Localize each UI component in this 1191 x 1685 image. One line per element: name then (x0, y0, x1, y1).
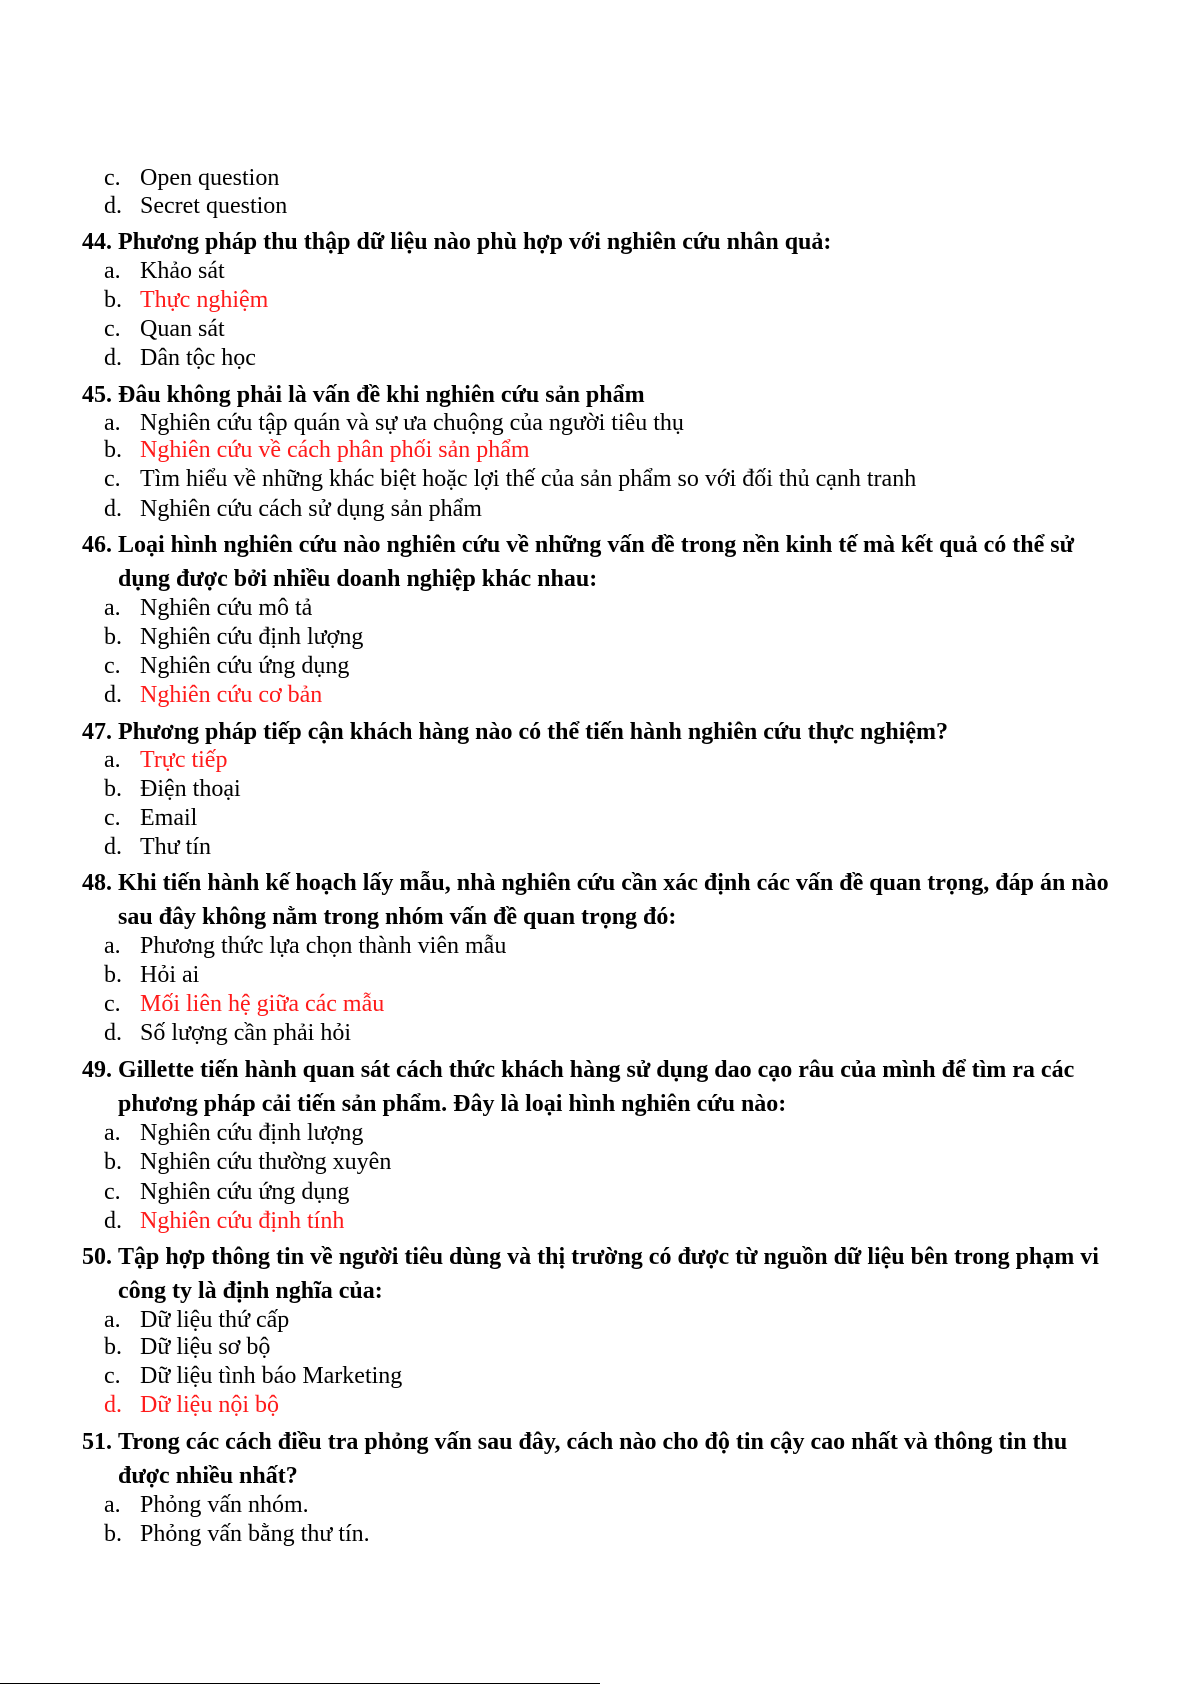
option-a (104, 257, 225, 285)
option-text: Nghiên cứu mô tả (140, 595, 313, 621)
option-d-correct (104, 681, 322, 709)
option-text: Nghiên cứu cách sử dụng sản phẩm (140, 496, 482, 522)
option-d (104, 495, 482, 523)
option-letter: b. (104, 287, 122, 313)
question-49 (82, 1053, 1122, 1121)
option-letter: a. (104, 595, 121, 621)
option-d (104, 344, 256, 372)
option-letter: c. (104, 316, 121, 342)
option-a (104, 594, 312, 622)
question-number: 48. (82, 870, 112, 896)
option-text: Phỏng vấn nhóm. (140, 1492, 309, 1518)
option-letter: d. (104, 345, 122, 371)
question-text: Phương pháp thu thập dữ liệu nào phù hợp với nghiên cứu nhân quả: (118, 229, 832, 255)
option-a (104, 932, 506, 960)
option-c (104, 164, 279, 192)
option-letter: a. (104, 747, 121, 773)
question-number: 50. (82, 1244, 112, 1270)
question-text: Trong các cách điều tra phỏng vấn sau đây, cách nào cho độ tin cậy cao nhất và thông tin thu được nhiều nhất? (118, 1429, 1068, 1489)
option-c (104, 652, 349, 680)
option-c (104, 315, 225, 343)
question-text: Gillette tiến hành quan sát cách thức khách hàng sử dụng dao cạo râu của mình để tìm ra các phương pháp cải tiến sản phẩm. Đây là loại hình nghiên cứu nào: (118, 1057, 1075, 1117)
option-letter: c. (104, 466, 121, 492)
option-letter: c. (104, 805, 121, 831)
option-letter: b. (104, 776, 122, 802)
option-text: Dữ liệu sơ bộ (140, 1334, 271, 1360)
option-b (104, 1520, 370, 1548)
option-letter: b. (104, 624, 122, 650)
option-letter: c. (104, 991, 121, 1017)
option-text: Nghiên cứu định tính (140, 1208, 345, 1234)
option-text: Thực nghiệm (140, 287, 269, 313)
option-letter: c. (104, 1179, 121, 1205)
option-a (104, 1306, 289, 1334)
option-text: Phỏng vấn bằng thư tín. (140, 1521, 370, 1547)
option-c (104, 465, 916, 493)
option-letter: b. (104, 1334, 122, 1360)
option-b (104, 623, 363, 651)
option-a (104, 1119, 363, 1147)
question-text: Open question (140, 165, 280, 191)
question-51 (82, 1425, 1122, 1493)
question-number: 51. (82, 1429, 112, 1455)
option-text: Nghiên cứu ứng dụng (140, 653, 350, 679)
option-text: Hỏi ai (140, 962, 200, 988)
option-text: Dữ liệu tình báo Marketing (140, 1363, 403, 1389)
option-text: Dữ liệu nội bộ (140, 1392, 279, 1418)
question-text: Tập hợp thông tin về người tiêu dùng và thị trường có được từ nguồn dữ liệu bên trong phạm vi công ty là định nghĩa của: (118, 1244, 1099, 1304)
option-d (104, 1019, 351, 1047)
question-text: Khi tiến hành kế hoạch lấy mẫu, nhà nghiên cứu cần xác định các vấn đề quan trọng, đáp án nào sau đây không nằm trong nhóm vấn đề quan trọng đó: (118, 870, 1109, 930)
option-text: Nghiên cứu cơ bản (140, 682, 323, 708)
option-text: Trực tiếp (140, 747, 228, 773)
option-text: Nghiên cứu tập quán và sự ưa chuộng của người tiêu thụ (140, 410, 684, 436)
question-text: Secret question (140, 193, 288, 219)
option-letter: b. (104, 1149, 122, 1175)
option-d-correct (104, 1391, 279, 1419)
option-text: Khảo sát (140, 258, 225, 284)
option-text: Nghiên cứu định lượng (140, 1120, 364, 1146)
option-letter: a. (104, 410, 121, 436)
option-b (104, 961, 199, 989)
option-text: Số lượng cần phải hỏi (140, 1020, 352, 1046)
option-text: Dân tộc học (140, 345, 256, 371)
question-50 (82, 1240, 1122, 1308)
bottom-divider (0, 1683, 600, 1684)
option-text: Tìm hiểu về những khác biệt hoặc lợi thế của sản phẩm so với đối thủ cạnh tranh (140, 466, 917, 492)
option-letter: d. (104, 682, 122, 708)
question-number: 47. (82, 719, 112, 745)
option-a-correct (104, 746, 227, 774)
option-text: Quan sát (140, 316, 225, 342)
option-letter: d. (104, 1392, 122, 1418)
option-text: Mối liên hệ giữa các mẫu (140, 991, 385, 1017)
option-text: Nghiên cứu định lượng (140, 624, 364, 650)
option-b-correct (104, 286, 268, 314)
option-b (104, 1333, 270, 1361)
question-number: 44. (82, 229, 112, 255)
question-number: 49. (82, 1057, 112, 1083)
option-text: Nghiên cứu về cách phân phối sản phẩm (140, 437, 530, 463)
question-number: 45. (82, 382, 112, 408)
question-45 (82, 378, 1122, 412)
option-letter: a. (104, 933, 121, 959)
option-c (104, 1178, 349, 1206)
question-text: Phương pháp tiếp cận khách hàng nào có thể tiến hành nghiên cứu thực nghiệm? (118, 719, 949, 745)
option-text: Phương thức lựa chọn thành viên mẫu (140, 933, 507, 959)
question-46 (82, 528, 1122, 596)
question-text: Loại hình nghiên cứu nào nghiên cứu về những vấn đề trong nền kinh tế mà kết quả có thể sử dụng được bởi nhiều doanh nghiệp khác nhau: (118, 532, 1075, 592)
option-letter: b. (104, 962, 122, 988)
question-47 (82, 715, 1122, 749)
option-text: Thư tín (140, 834, 212, 860)
option-b (104, 1148, 391, 1176)
option-text: Điện thoại (140, 776, 241, 802)
option-a (104, 409, 684, 437)
option-letter: a. (104, 258, 121, 284)
option-b-correct (104, 436, 530, 464)
option-letter: a. (104, 1120, 121, 1146)
question-48 (82, 866, 1122, 934)
option-letter: c. (104, 653, 121, 679)
option-letter: d. (104, 496, 122, 522)
option-b (104, 775, 241, 803)
option-text: Email (140, 805, 198, 831)
option-letter: d. (104, 193, 122, 219)
option-letter: d. (104, 1020, 122, 1046)
option-c (104, 804, 197, 832)
option-a (104, 1491, 309, 1519)
option-c (104, 1362, 402, 1390)
option-text: Nghiên cứu thường xuyên (140, 1149, 392, 1175)
option-text: Nghiên cứu ứng dụng (140, 1179, 350, 1205)
question-44 (82, 225, 1122, 259)
option-letter: a. (104, 1307, 121, 1333)
option-letter: d. (104, 1208, 122, 1234)
option-d (104, 833, 211, 861)
question-text: Đâu không phải là vấn đề khi nghiên cứu sản phẩm (118, 382, 645, 408)
option-d-correct (104, 1207, 344, 1235)
option-letter: a. (104, 1492, 121, 1518)
option-text: Dữ liệu thứ cấp (140, 1307, 290, 1333)
option-letter: b. (104, 437, 122, 463)
option-letter: c. (104, 165, 121, 191)
option-letter: c. (104, 1363, 121, 1389)
option-letter: b. (104, 1521, 122, 1547)
option-d (104, 192, 287, 220)
option-c-correct (104, 990, 384, 1018)
question-number: 46. (82, 532, 112, 558)
option-letter: d. (104, 834, 122, 860)
